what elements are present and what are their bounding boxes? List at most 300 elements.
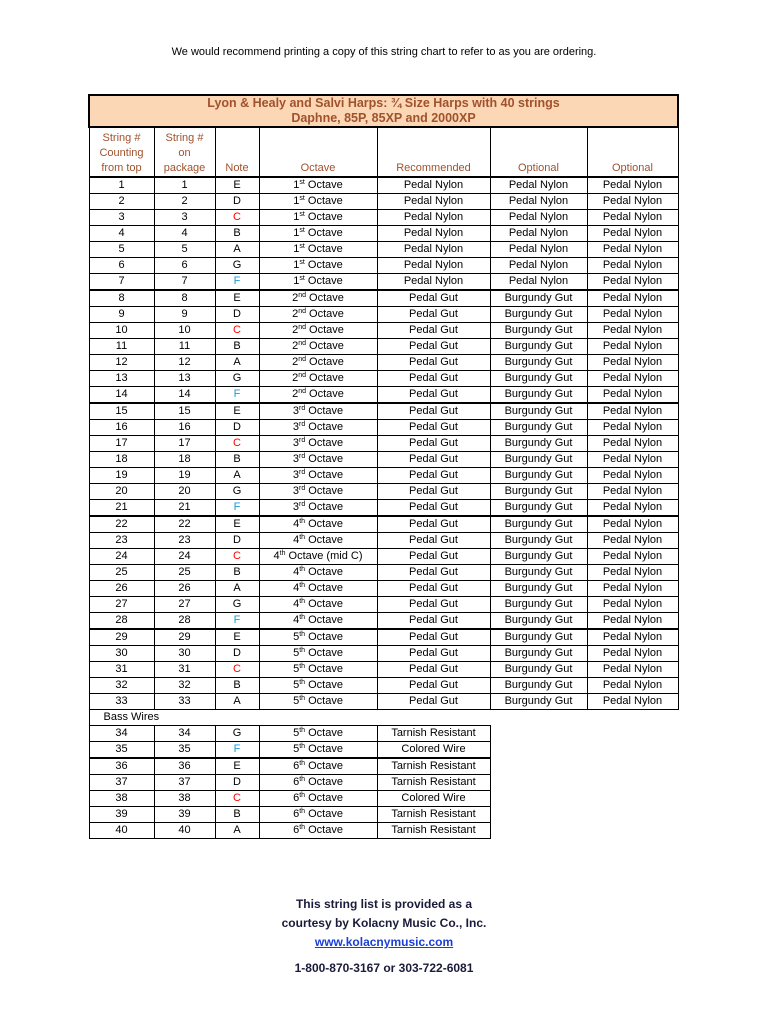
table-row	[89, 323, 678, 339]
table-row	[89, 758, 678, 775]
chart-title-line1: Lyon & Healy and Salvi Harps: ¾ Size Harps with 40 strings	[207, 96, 560, 110]
string-number: 36	[89, 758, 154, 775]
optional-2-cell: Pedal Nylon	[587, 274, 678, 291]
table-row	[89, 307, 678, 323]
string-number: 39	[89, 807, 154, 823]
note-cell: A	[215, 694, 259, 710]
optional-2-cell: Pedal Nylon	[587, 420, 678, 436]
note-cell: F	[215, 387, 259, 404]
octave-cell: 6th Octave	[259, 758, 377, 775]
string-number: 8	[89, 290, 154, 307]
table-row	[89, 339, 678, 355]
string-number: 29	[89, 629, 154, 646]
package-number: 29	[154, 629, 215, 646]
empty-cell	[490, 758, 678, 775]
optional-1-cell: Burgundy Gut	[490, 516, 587, 533]
table-row	[89, 403, 678, 420]
optional-2-cell: Pedal Nylon	[587, 355, 678, 371]
recommended-cell: Pedal Nylon	[377, 274, 490, 291]
string-number: 35	[89, 742, 154, 759]
string-number: 33	[89, 694, 154, 710]
intro-text: We would recommend printing a copy of this string chart to refer to as you are ordering.	[171, 46, 597, 58]
optional-2-cell: Pedal Nylon	[587, 468, 678, 484]
recommended-cell: Tarnish Resistant	[377, 758, 490, 775]
recommended-cell: Colored Wire	[377, 791, 490, 807]
note-cell: B	[215, 226, 259, 242]
optional-2-cell: Pedal Nylon	[587, 323, 678, 339]
octave-cell: 2nd Octave	[259, 290, 377, 307]
string-number: 21	[89, 500, 154, 517]
octave-cell: 3rd Octave	[259, 484, 377, 500]
string-number: 38	[89, 791, 154, 807]
string-number: 16	[89, 420, 154, 436]
octave-cell: 4th Octave	[259, 581, 377, 597]
optional-2-cell: Pedal Nylon	[587, 226, 678, 242]
optional-1-cell: Burgundy Gut	[490, 290, 587, 307]
optional-1-cell: Pedal Nylon	[490, 177, 587, 194]
recommended-cell: Tarnish Resistant	[377, 807, 490, 823]
table-row	[89, 678, 678, 694]
recommended-cell: Pedal Gut	[377, 403, 490, 420]
package-number: 5	[154, 242, 215, 258]
note-cell: D	[215, 775, 259, 791]
table-row	[89, 436, 678, 452]
chart-title-line2: Daphne, 85P, 85XP and 2000XP	[291, 111, 476, 125]
package-number: 16	[154, 420, 215, 436]
table-row	[89, 791, 678, 807]
table-row	[89, 258, 678, 274]
table-row	[89, 452, 678, 468]
table-row	[89, 613, 678, 630]
note-cell: G	[215, 484, 259, 500]
recommended-cell: Pedal Gut	[377, 484, 490, 500]
optional-1-cell: Burgundy Gut	[490, 549, 587, 565]
string-number: 15	[89, 403, 154, 420]
recommended-cell: Pedal Gut	[377, 371, 490, 387]
optional-1-cell: Pedal Nylon	[490, 274, 587, 291]
header-row	[89, 127, 678, 177]
string-number: 31	[89, 662, 154, 678]
note-cell: A	[215, 468, 259, 484]
optional-1-cell: Burgundy Gut	[490, 468, 587, 484]
optional-2-cell: Pedal Nylon	[587, 646, 678, 662]
note-cell: D	[215, 194, 259, 210]
bass-wires-label: Bass Wires	[89, 710, 215, 726]
optional-2-cell: Pedal Nylon	[587, 516, 678, 533]
string-number: 23	[89, 533, 154, 549]
note-cell: D	[215, 646, 259, 662]
recommended-cell: Pedal Gut	[377, 694, 490, 710]
string-number: 5	[89, 242, 154, 258]
string-number: 25	[89, 565, 154, 581]
octave-cell: 4th Octave (mid C)	[259, 549, 377, 565]
octave-cell: 1st Octave	[259, 194, 377, 210]
optional-2-cell: Pedal Nylon	[587, 339, 678, 355]
note-cell: F	[215, 742, 259, 759]
table-row	[89, 742, 678, 759]
table-row	[89, 726, 678, 742]
bass-wires-label-row	[89, 710, 678, 726]
package-number: 36	[154, 758, 215, 775]
octave-cell: 3rd Octave	[259, 452, 377, 468]
table-row	[89, 468, 678, 484]
optional-2-cell: Pedal Nylon	[587, 210, 678, 226]
note-cell: C	[215, 662, 259, 678]
octave-cell: 6th Octave	[259, 775, 377, 791]
optional-1-cell: Pedal Nylon	[490, 210, 587, 226]
package-number: 26	[154, 581, 215, 597]
optional-2-cell: Pedal Nylon	[587, 258, 678, 274]
optional-1-cell: Pedal Nylon	[490, 194, 587, 210]
recommended-cell: Pedal Gut	[377, 290, 490, 307]
note-cell: C	[215, 436, 259, 452]
string-number: 20	[89, 484, 154, 500]
string-number: 10	[89, 323, 154, 339]
package-number: 9	[154, 307, 215, 323]
table-row	[89, 387, 678, 404]
octave-cell: 1st Octave	[259, 274, 377, 291]
string-number: 19	[89, 468, 154, 484]
recommended-cell: Pedal Gut	[377, 468, 490, 484]
optional-2-cell: Pedal Nylon	[587, 581, 678, 597]
package-number: 3	[154, 210, 215, 226]
package-number: 17	[154, 436, 215, 452]
optional-1-cell: Burgundy Gut	[490, 581, 587, 597]
optional-2-cell: Pedal Nylon	[587, 597, 678, 613]
recommended-cell: Pedal Nylon	[377, 177, 490, 194]
package-number: 27	[154, 597, 215, 613]
recommended-cell: Pedal Gut	[377, 355, 490, 371]
octave-cell: 2nd Octave	[259, 307, 377, 323]
recommended-cell: Pedal Gut	[377, 662, 490, 678]
table-row	[89, 823, 678, 839]
note-cell: B	[215, 807, 259, 823]
optional-2-cell: Pedal Nylon	[587, 177, 678, 194]
footer-website-link[interactable]: www.kolacnymusic.com	[314, 935, 454, 949]
table-row	[89, 226, 678, 242]
recommended-cell: Pedal Gut	[377, 436, 490, 452]
octave-cell: 6th Octave	[259, 791, 377, 807]
footer-line2: courtesy by Kolacny Music Co., Inc.	[281, 916, 487, 930]
package-number: 24	[154, 549, 215, 565]
footer-line1: This string list is provided as a	[295, 897, 473, 911]
table-row	[89, 274, 678, 291]
octave-cell: 6th Octave	[259, 807, 377, 823]
string-number: 1	[89, 177, 154, 194]
recommended-cell: Pedal Gut	[377, 597, 490, 613]
table-row	[89, 500, 678, 517]
string-number: 9	[89, 307, 154, 323]
optional-1-cell: Burgundy Gut	[490, 533, 587, 549]
recommended-cell: Tarnish Resistant	[377, 726, 490, 742]
package-number: 4	[154, 226, 215, 242]
optional-1-cell: Burgundy Gut	[490, 323, 587, 339]
recommended-cell: Pedal Gut	[377, 516, 490, 533]
string-number: 28	[89, 613, 154, 630]
octave-cell: 5th Octave	[259, 662, 377, 678]
table-row	[89, 290, 678, 307]
recommended-cell: Pedal Gut	[377, 629, 490, 646]
recommended-cell: Colored Wire	[377, 742, 490, 759]
empty-cell	[490, 742, 678, 759]
string-number: 4	[89, 226, 154, 242]
string-number: 11	[89, 339, 154, 355]
header-octave: Octave	[259, 127, 377, 177]
note-cell: G	[215, 258, 259, 274]
note-cell: B	[215, 565, 259, 581]
package-number: 34	[154, 726, 215, 742]
octave-cell: 3rd Octave	[259, 468, 377, 484]
header-recommended: Recommended	[377, 127, 490, 177]
package-number: 12	[154, 355, 215, 371]
chart-title	[89, 95, 678, 127]
note-cell: D	[215, 307, 259, 323]
note-cell: B	[215, 339, 259, 355]
optional-1-cell: Pedal Nylon	[490, 258, 587, 274]
optional-1-cell: Burgundy Gut	[490, 452, 587, 468]
optional-2-cell: Pedal Nylon	[587, 694, 678, 710]
octave-cell: 1st Octave	[259, 226, 377, 242]
optional-2-cell: Pedal Nylon	[587, 403, 678, 420]
string-number: 40	[89, 823, 154, 839]
package-number: 6	[154, 258, 215, 274]
recommended-cell: Pedal Nylon	[377, 242, 490, 258]
note-cell: A	[215, 242, 259, 258]
recommended-cell: Pedal Gut	[377, 452, 490, 468]
string-number: 18	[89, 452, 154, 468]
table-row	[89, 242, 678, 258]
octave-cell: 2nd Octave	[259, 371, 377, 387]
note-cell: B	[215, 452, 259, 468]
optional-2-cell: Pedal Nylon	[587, 307, 678, 323]
package-number: 22	[154, 516, 215, 533]
package-number: 39	[154, 807, 215, 823]
optional-1-cell: Burgundy Gut	[490, 646, 587, 662]
string-number: 24	[89, 549, 154, 565]
optional-2-cell: Pedal Nylon	[587, 452, 678, 468]
recommended-cell: Pedal Nylon	[377, 210, 490, 226]
header-string-counting: String # Counting from top	[89, 127, 154, 177]
table-row	[89, 210, 678, 226]
string-number: 32	[89, 678, 154, 694]
note-cell: D	[215, 533, 259, 549]
octave-cell: 5th Octave	[259, 742, 377, 759]
recommended-cell: Tarnish Resistant	[377, 775, 490, 791]
package-number: 40	[154, 823, 215, 839]
optional-1-cell: Burgundy Gut	[490, 339, 587, 355]
string-number: 30	[89, 646, 154, 662]
optional-2-cell: Pedal Nylon	[587, 436, 678, 452]
note-cell: B	[215, 678, 259, 694]
optional-1-cell: Burgundy Gut	[490, 694, 587, 710]
recommended-cell: Tarnish Resistant	[377, 823, 490, 839]
recommended-cell: Pedal Gut	[377, 500, 490, 517]
note-cell: E	[215, 403, 259, 420]
optional-1-cell: Pedal Nylon	[490, 226, 587, 242]
optional-2-cell: Pedal Nylon	[587, 500, 678, 517]
octave-cell: 4th Octave	[259, 516, 377, 533]
octave-cell: 2nd Octave	[259, 339, 377, 355]
package-number: 1	[154, 177, 215, 194]
string-number: 17	[89, 436, 154, 452]
table-row	[89, 807, 678, 823]
recommended-cell: Pedal Gut	[377, 646, 490, 662]
optional-1-cell: Burgundy Gut	[490, 436, 587, 452]
note-cell: F	[215, 274, 259, 291]
octave-cell: 5th Octave	[259, 694, 377, 710]
recommended-cell: Pedal Gut	[377, 323, 490, 339]
optional-2-cell: Pedal Nylon	[587, 371, 678, 387]
octave-cell: 4th Octave	[259, 613, 377, 630]
table-row	[89, 581, 678, 597]
octave-cell: 5th Octave	[259, 629, 377, 646]
octave-cell: 2nd Octave	[259, 323, 377, 339]
string-number: 14	[89, 387, 154, 404]
optional-2-cell: Pedal Nylon	[587, 242, 678, 258]
empty-cell	[490, 775, 678, 791]
string-number: 34	[89, 726, 154, 742]
octave-cell: 5th Octave	[259, 678, 377, 694]
octave-cell: 4th Octave	[259, 565, 377, 581]
optional-2-cell: Pedal Nylon	[587, 662, 678, 678]
optional-2-cell: Pedal Nylon	[587, 194, 678, 210]
package-number: 25	[154, 565, 215, 581]
table-row	[89, 629, 678, 646]
octave-cell: 4th Octave	[259, 597, 377, 613]
optional-1-cell: Burgundy Gut	[490, 662, 587, 678]
optional-2-cell: Pedal Nylon	[587, 484, 678, 500]
recommended-cell: Pedal Nylon	[377, 226, 490, 242]
footer-courtesy	[0, 895, 768, 952]
recommended-cell: Pedal Nylon	[377, 194, 490, 210]
optional-2-cell: Pedal Nylon	[587, 629, 678, 646]
table-row	[89, 662, 678, 678]
optional-1-cell: Burgundy Gut	[490, 355, 587, 371]
string-number: 26	[89, 581, 154, 597]
string-number: 7	[89, 274, 154, 291]
table-row	[89, 371, 678, 387]
optional-1-cell: Pedal Nylon	[490, 242, 587, 258]
empty-cell	[490, 823, 678, 839]
table-row	[89, 533, 678, 549]
note-cell: G	[215, 371, 259, 387]
note-cell: E	[215, 516, 259, 533]
package-number: 35	[154, 742, 215, 759]
package-number: 32	[154, 678, 215, 694]
optional-2-cell: Pedal Nylon	[587, 549, 678, 565]
optional-1-cell: Burgundy Gut	[490, 613, 587, 630]
package-number: 13	[154, 371, 215, 387]
recommended-cell: Pedal Gut	[377, 613, 490, 630]
table-row	[89, 194, 678, 210]
recommended-cell: Pedal Gut	[377, 565, 490, 581]
octave-cell: 4th Octave	[259, 533, 377, 549]
octave-cell: 5th Octave	[259, 646, 377, 662]
optional-1-cell: Burgundy Gut	[490, 565, 587, 581]
package-number: 31	[154, 662, 215, 678]
recommended-cell: Pedal Gut	[377, 678, 490, 694]
table-row	[89, 177, 678, 194]
empty-cell	[490, 726, 678, 742]
optional-1-cell: Burgundy Gut	[490, 484, 587, 500]
note-cell: F	[215, 500, 259, 517]
header-optional-1: Optional	[490, 127, 587, 177]
octave-cell: 2nd Octave	[259, 387, 377, 404]
optional-1-cell: Burgundy Gut	[490, 500, 587, 517]
optional-1-cell: Burgundy Gut	[490, 678, 587, 694]
optional-1-cell: Burgundy Gut	[490, 387, 587, 404]
package-number: 19	[154, 468, 215, 484]
table-row	[89, 549, 678, 565]
header-note: Note	[215, 127, 259, 177]
octave-cell: 3rd Octave	[259, 420, 377, 436]
octave-cell: 1st Octave	[259, 177, 377, 194]
string-number: 22	[89, 516, 154, 533]
optional-2-cell: Pedal Nylon	[587, 678, 678, 694]
package-number: 21	[154, 500, 215, 517]
package-number: 2	[154, 194, 215, 210]
recommended-cell: Pedal Gut	[377, 581, 490, 597]
package-number: 20	[154, 484, 215, 500]
octave-cell: 1st Octave	[259, 242, 377, 258]
package-number: 18	[154, 452, 215, 468]
note-cell: A	[215, 581, 259, 597]
table-row	[89, 565, 678, 581]
octave-cell: 5th Octave	[259, 726, 377, 742]
recommended-cell: Pedal Gut	[377, 339, 490, 355]
footer-phone: 1-800-870-3167 or 303-722-6081	[294, 961, 474, 975]
table-row	[89, 597, 678, 613]
note-cell: C	[215, 210, 259, 226]
package-number: 30	[154, 646, 215, 662]
octave-cell: 2nd Octave	[259, 355, 377, 371]
table-row	[89, 420, 678, 436]
table-row	[89, 355, 678, 371]
optional-2-cell: Pedal Nylon	[587, 387, 678, 404]
optional-1-cell: Burgundy Gut	[490, 403, 587, 420]
recommended-cell: Pedal Gut	[377, 307, 490, 323]
note-cell: E	[215, 758, 259, 775]
string-number: 27	[89, 597, 154, 613]
optional-2-cell: Pedal Nylon	[587, 290, 678, 307]
note-cell: C	[215, 791, 259, 807]
package-number: 23	[154, 533, 215, 549]
recommended-cell: Pedal Gut	[377, 533, 490, 549]
note-cell: E	[215, 177, 259, 194]
package-number: 10	[154, 323, 215, 339]
package-number: 7	[154, 274, 215, 291]
octave-cell: 6th Octave	[259, 823, 377, 839]
package-number: 28	[154, 613, 215, 630]
string-chart-table	[88, 94, 679, 839]
optional-1-cell: Burgundy Gut	[490, 371, 587, 387]
bass-wires-blank	[215, 710, 678, 726]
table-row	[89, 775, 678, 791]
string-number: 37	[89, 775, 154, 791]
package-number: 11	[154, 339, 215, 355]
package-number: 15	[154, 403, 215, 420]
string-number: 12	[89, 355, 154, 371]
optional-2-cell: Pedal Nylon	[587, 533, 678, 549]
note-cell: A	[215, 355, 259, 371]
header-optional-2: Optional	[587, 127, 678, 177]
table-row	[89, 694, 678, 710]
octave-cell: 3rd Octave	[259, 436, 377, 452]
string-number: 2	[89, 194, 154, 210]
package-number: 8	[154, 290, 215, 307]
empty-cell	[490, 807, 678, 823]
package-number: 37	[154, 775, 215, 791]
